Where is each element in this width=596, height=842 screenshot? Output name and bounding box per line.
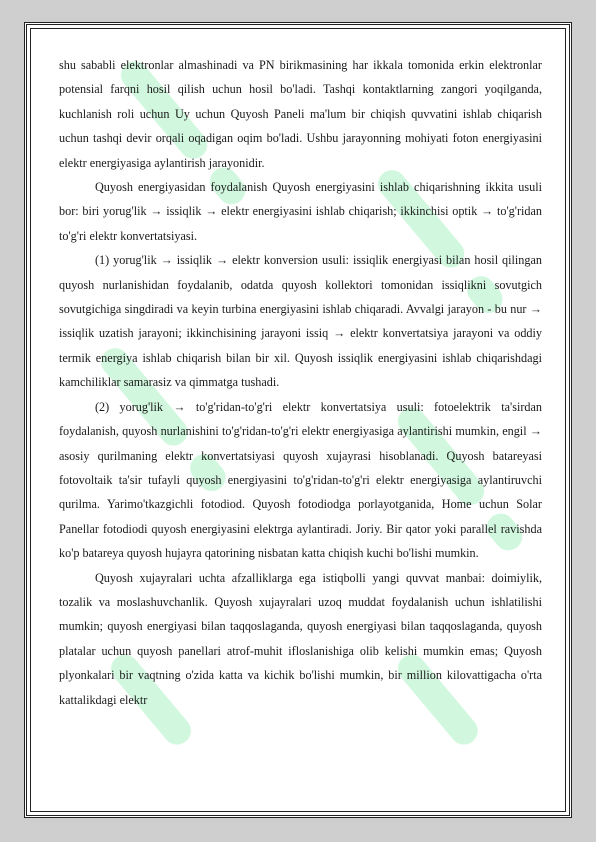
document-page	[24, 22, 572, 818]
paragraph-2: Quyosh energiyasidan foydalanish Quyosh energiyasini ishlab chiqarishning ikkita usuli bor: biri yorug'lik → issiqlik → elektr energiyasini ishlab chiqarish; ikkinchisi optik → to'g'ridan to'g'ri elektr konvertatsiyasi.	[59, 180, 542, 243]
paragraph-1: shu sababli elektronlar almashinadi va PN birikmasining har ikkala tomonida erkin elektronlar potensial farqni hosil qilish uchun hosil bo'ladi. Tashqi kontaktlarning zangori yoqilganda, kuchlanish roli uchun Uy uchun Quyosh Paneli ma'lum bir chiqish quvvatini ishlab chiqarish uchun tashqi devir orqali oqadigan oqim bo'ladi. Ushbu jarayonning mohiyati foton energiyasini elektr energiyasiga aylantirish jarayonidir.	[59, 58, 542, 170]
paragraph-3: (1) yorug'lik → issiqlik → elektr konversion usuli: issiqlik energiyasi bilan hosil qilingan quyosh nurlanishidan foydalanib, odatda quyosh kollektori tomonidan issiqlikni sovutgich sovutgichiga singdiradi va keyin turbina energiyasini ishlab chiqaradi. Avvalgi jarayon - bu nur → issiqlik uzatish jarayoni; ikkinchisining jarayoni issiq → elektr konvertatsiya jarayoni va oddiy termik energiya ishlab chiqarish bilan bir xil. Quyosh issiqlik energiyasini ishlab chiqarishdagi kamchiliklar samarasiz va qimmatga tushadi.	[59, 253, 542, 390]
paragraph-5: Quyosh xujayralari uchta afzalliklarga ega istiqbolli yangi quvvat manbai: doimiylik, tozalik va moslashuvchanlik. Quyosh xujayralari uzoq muddat foydalanish uchun ishlatilishi mumkin; quyosh energiyasi bilan taqqoslaganda, quyosh energiyasi bilan taqqoslaganda, quyosh platalar uchun quyosh panellari atrof-muhit ifloslanishiga olib kelishi mumkin emas; Quyosh plyonkalari bir vaqtning o'zida katta va kichik bo'lishi mumkin, bir million kilovattigacha o'rta kattalikdagi elektr	[59, 570, 542, 707]
paragraph-4: (2) yorug'lik → to'g'ridan-to'g'ri elektr konvertatsiya usuli: fotoelektrik ta'sirdan foydalanish, quyosh nurlanishini to'g'ridan-to'g'ri elektr energiyasiga aylantirishi mumkin, engil → asosiy qurilmaning elektr konvertatsiyasi quyosh xujayrasi hisoblanadi. Quyosh batareyasi fotovoltaik ta'sir tufayli quyosh energiyasini to'g'ridan-to'g'ri elektr energiyasiga aylantiruvchi qurilma. Yarimo'tkazgichli fotodiod. Quyosh fotodiodga porlayotganida, Home uchun Solar Panellar fotodiodi quyosh energiyasini elektrga aylantiradi. Joriy. Bir qator yoki parallel ravishda ko'p batareya quyosh hujayra qatorining nisbatan katta chiqish kuchi bo'lishi mumkin.	[59, 399, 542, 561]
document-body	[59, 53, 542, 712]
